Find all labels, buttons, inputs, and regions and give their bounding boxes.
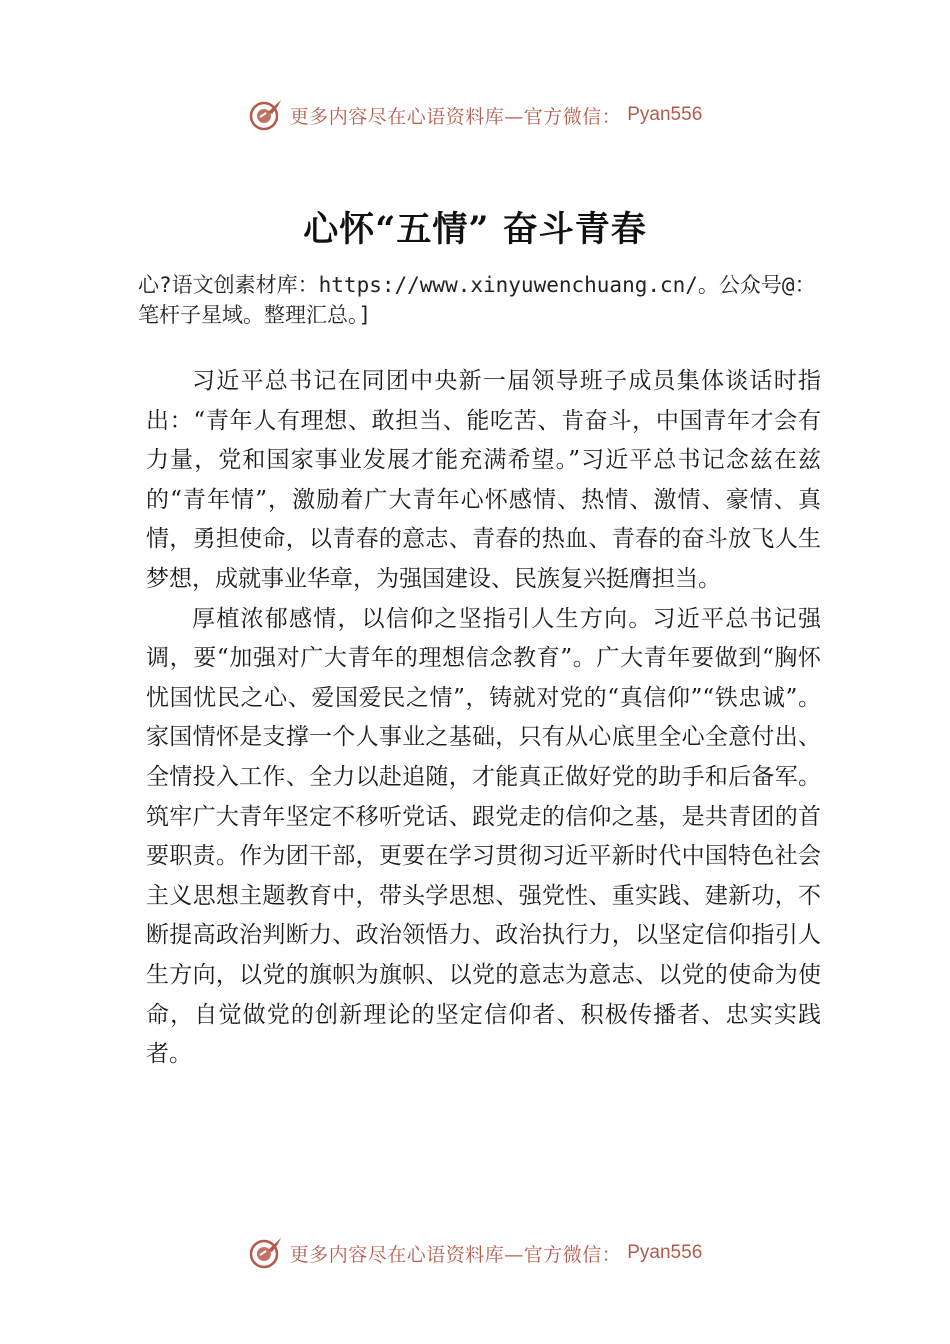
footer-banner: [0, 1233, 950, 1273]
banner-text: 更多内容尽在心语资料库—官方微信：: [289, 1243, 622, 1266]
banner-text: 更多内容尽在心语资料库—官方微信：: [289, 105, 622, 128]
paragraph-1: 习近平总书记在同团中央新一届领导班子成员集体谈话时指出：“青年人有理想、敢担当、能吃苦、肯奋斗，中国青年才会有力量，党和国家事业发展才能充满希望。”习近平总书记念兹在兹的“青年情”，激励着广大青年心怀感情、热情、激情、豪情、真情，勇担使命，以青春的意志、青春的热血、青春的奋斗放飞人生梦想，成就事业华章，为强国建设、民族复兴挺膺担当。: [146, 368, 821, 592]
source-note: 心?语文创素材库：https://www.xinyuwenchuang.cn/。公众号@：笔杆子星域。整理汇总。]: [138, 273, 816, 327]
quill-seal-icon: [248, 1235, 284, 1271]
wechat-id: Pyan556: [627, 1242, 703, 1263]
wechat-id: Pyan556: [627, 104, 703, 125]
header-banner: [0, 95, 950, 135]
paragraph-2: 厚植浓郁感情，以信仰之坚指引人生方向。习近平总书记强调，要“加强对广大青年的理想信念教育”。广大青年要做到“胸怀忧国忧民之心、爱国爱民之情”，铸就对党的“真信仰”“铁忠诚”。家国情怀是支撑一个人事业之基础，只有从心底里全心全意付出、全情投入工作、全力以赴追随，才能真正做好党的助手和后备军。筑牢广大青年坚定不移听党话、跟党走的信仰之基，是共青团的首要职责。作为团干部，更要在学习贯彻习近平新时代中国特色社会主义思想主题教育中，带头学思想、强党性、重实践、建新功，不断提高政治判断力、政治领悟力、政治执行力，以坚定信仰指引人生方向，以党的旗帜为旗帜、以党的意志为意志、以党的使命为使命，自觉做党的创新理论的坚定信仰者、积极传播者、忠实实践者。: [146, 605, 821, 1068]
quill-seal-icon: [248, 97, 284, 133]
document-title: 心怀“五情” 奋斗青春: [303, 209, 647, 250]
document-body: [146, 362, 821, 1075]
